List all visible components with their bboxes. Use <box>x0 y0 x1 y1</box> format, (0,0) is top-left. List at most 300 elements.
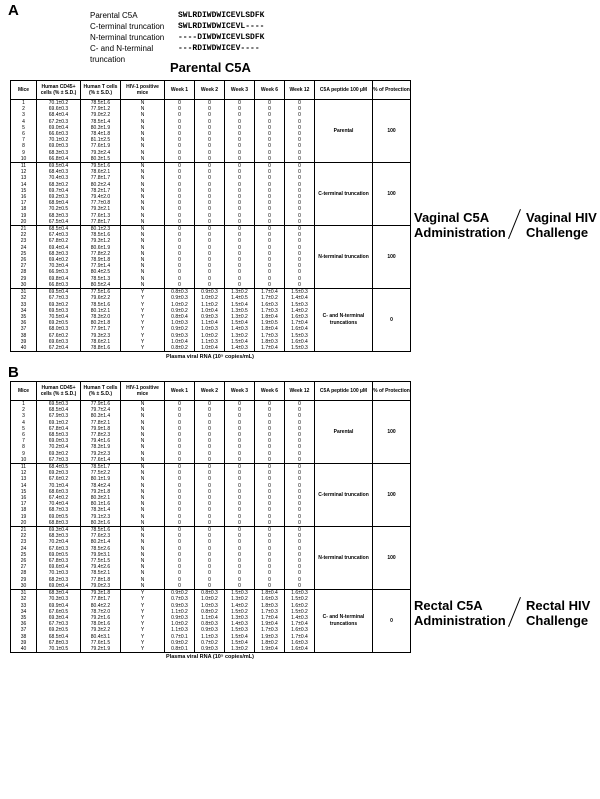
table-cell: 0 <box>165 263 195 269</box>
table-cell: 1.5±0.2 <box>225 609 255 615</box>
table-cell: 67.6±0.2 <box>37 333 81 339</box>
table-cell: 1.1±0.3 <box>165 627 195 633</box>
table-cell: 80.2±2.4 <box>81 182 121 188</box>
table-cell: 0 <box>255 507 285 513</box>
table-cell: 40 <box>11 345 37 352</box>
table-cell: 0 <box>225 226 255 233</box>
table-cell: 21 <box>11 527 37 534</box>
table-cell: 1.5±0.4 <box>225 339 255 345</box>
table-header-row <box>11 81 411 100</box>
table-cell: 1.8±0.4 <box>255 590 285 597</box>
table-cell: 0 <box>285 150 315 156</box>
table-cell: 0 <box>255 438 285 444</box>
table-cell: 0 <box>225 514 255 520</box>
table-cell: 0 <box>195 125 225 131</box>
table-cell: 25 <box>11 552 37 558</box>
table-cell: 67.6±0.5 <box>37 609 81 615</box>
table-cell: 68.4±0.4 <box>37 112 81 118</box>
table-cell: N <box>121 213 165 219</box>
table-cell: 0 <box>195 426 225 432</box>
table-cell: 0 <box>195 150 225 156</box>
table-cell: 28 <box>11 570 37 576</box>
table-cell: 67.8±0.3 <box>37 640 81 646</box>
table-cell: 16 <box>11 194 37 200</box>
table-cell: 0 <box>255 194 285 200</box>
column-header: Week 3 <box>225 382 255 401</box>
table-cell: N <box>121 238 165 244</box>
table-cell: 70.3±0.3 <box>37 596 81 602</box>
table-cell: Y <box>121 640 165 646</box>
table-cell: 67.9±0.3 <box>37 413 81 419</box>
table-cell: 77.9±1.7 <box>81 326 121 332</box>
table-cell: 1.0±0.3 <box>165 320 195 326</box>
table-cell: 0 <box>225 125 255 131</box>
table-cell: 0 <box>195 564 225 570</box>
table-cell: 0 <box>195 131 225 137</box>
panel-b-table <box>10 381 411 653</box>
table-cell: 80.3±1.9 <box>81 125 121 131</box>
table-cell: 38 <box>11 333 37 339</box>
column-header: Week 2 <box>195 382 225 401</box>
table-cell: 0 <box>255 169 285 175</box>
table-cell: 0 <box>255 564 285 570</box>
table-cell: 1.1±0.2 <box>165 609 195 615</box>
table-cell: 0 <box>165 558 195 564</box>
table-cell: 78.3±2.0 <box>81 314 121 320</box>
table-cell: 68.3±0.3 <box>37 533 81 539</box>
table-cell: 37 <box>11 326 37 332</box>
table-cell: N <box>121 564 165 570</box>
column-header: HIV-1 positive mice <box>121 382 165 401</box>
table-cell: 0.9±0.2 <box>165 590 195 597</box>
column-header: HIV-1 positive mice <box>121 81 165 100</box>
table-cell: 36 <box>11 621 37 627</box>
table-cell: 0 <box>165 219 195 226</box>
table-cell: 66.9±0.3 <box>37 269 81 275</box>
table-cell: 1.9±0.5 <box>255 320 285 326</box>
table-cell: 0 <box>165 276 195 282</box>
table-cell: 0 <box>285 514 315 520</box>
table-cell: 78.5±1.3 <box>81 276 121 282</box>
column-header: Human CD45+ cells (% ± S.D.) <box>37 382 81 401</box>
table-cell: 0 <box>285 495 315 501</box>
table-cell: N <box>121 188 165 194</box>
column-header: C5A peptide 100 µM <box>315 382 373 401</box>
table-cell: 69.5±0.4 <box>37 289 81 296</box>
table-cell: Y <box>121 596 165 602</box>
table-cell: 79.2±2.3 <box>81 451 121 457</box>
table-cell: 69.0±0.3 <box>37 438 81 444</box>
table-cell: N <box>121 495 165 501</box>
peptide-group-label: C-terminal truncation <box>315 464 373 527</box>
table-cell: 0 <box>225 444 255 450</box>
table-cell: 1.7±0.3 <box>255 333 285 339</box>
table-cell: 29 <box>11 577 37 583</box>
table-cell: 79.3±2.3 <box>81 333 121 339</box>
table-cell: 68.5±0.4 <box>37 226 81 233</box>
table-cell: 0 <box>285 420 315 426</box>
table-cell: 0.8±0.2 <box>165 345 195 352</box>
table-cell: 79.9±3.1 <box>81 552 121 558</box>
table-cell: 0 <box>195 169 225 175</box>
table-cell: 77.8±2.1 <box>81 420 121 426</box>
table-cell: 17 <box>11 200 37 206</box>
table-cell: 34 <box>11 308 37 314</box>
table-cell: 0 <box>255 451 285 457</box>
table-cell: N <box>121 156 165 163</box>
table-cell: 0.8±0.3 <box>195 590 225 597</box>
table-cell: 0 <box>195 520 225 527</box>
table-cell: 0 <box>255 200 285 206</box>
table-cell: N <box>121 501 165 507</box>
table-cell: 69.2±0.5 <box>37 627 81 633</box>
table-cell: 0 <box>165 583 195 590</box>
table-cell: 0 <box>225 476 255 482</box>
table-cell: 78.7±2.0 <box>81 609 121 615</box>
table-cell: 0 <box>285 546 315 552</box>
table-cell: N <box>121 507 165 513</box>
table-cell: 0 <box>195 206 225 212</box>
table-cell: 1.6±0.3 <box>285 627 315 633</box>
table-cell: N <box>121 219 165 226</box>
table-cell: 70.2±0.5 <box>37 206 81 212</box>
table-cell: 0 <box>165 175 195 181</box>
table-cell: 4 <box>11 119 37 125</box>
table-cell: 70.1±0.3 <box>37 570 81 576</box>
table-cell: 1.7±0.3 <box>255 609 285 615</box>
table-cell: 1.4±0.2 <box>225 603 255 609</box>
table-cell: 0 <box>255 546 285 552</box>
table-cell: 69.6±0.3 <box>37 106 81 112</box>
table-cell: N <box>121 232 165 238</box>
table-cell: 0 <box>255 251 285 257</box>
table-cell: 0 <box>255 457 285 464</box>
table-cell: 1.0±0.2 <box>195 596 225 602</box>
table-cell: 78.9±1.8 <box>81 257 121 263</box>
table-cell: 0 <box>285 407 315 413</box>
table-cell: N <box>121 583 165 590</box>
table-cell: 14 <box>11 182 37 188</box>
table-cell: 7 <box>11 438 37 444</box>
table-cell: 0 <box>255 444 285 450</box>
table-cell: 78.5±1.4 <box>81 119 121 125</box>
table-cell: 0 <box>195 527 225 534</box>
table-cell: 0 <box>255 131 285 137</box>
panel-a-subtitle: Parental C5A <box>170 60 251 75</box>
table-cell: 0 <box>285 200 315 206</box>
table-cell: 0 <box>285 156 315 163</box>
table-cell: 3 <box>11 413 37 419</box>
table-cell: 1.6±0.4 <box>285 339 315 345</box>
table-cell: 0 <box>225 464 255 471</box>
table-cell: 0 <box>165 206 195 212</box>
table-cell: 0 <box>285 483 315 489</box>
table-cell: 1.9±0.4 <box>255 646 285 653</box>
table-cell: 1.1±0.4 <box>195 615 225 621</box>
table-cell: 0 <box>195 182 225 188</box>
table-cell: 78.4±2.4 <box>81 483 121 489</box>
table-cell: 17 <box>11 501 37 507</box>
protection-value: 100 <box>373 464 411 527</box>
sequence-label: C-terminal truncation <box>90 22 165 31</box>
table-cell: 0 <box>255 426 285 432</box>
table-cell: 1.5±0.4 <box>225 302 255 308</box>
table-cell: 0 <box>165 426 195 432</box>
table-cell: 0 <box>285 470 315 476</box>
sequence-row <box>90 32 264 43</box>
protection-value: 100 <box>373 100 411 163</box>
table-cell: 78.3±1.4 <box>81 507 121 513</box>
table-row <box>11 289 411 296</box>
table-cell: 33 <box>11 302 37 308</box>
table-cell: 0 <box>195 438 225 444</box>
table-cell: 0 <box>255 226 285 233</box>
table-cell: 80.2±1.8 <box>81 320 121 326</box>
table-cell: 0 <box>225 401 255 408</box>
panel-a-table <box>10 80 411 352</box>
column-header: Week 1 <box>165 382 195 401</box>
table-cell: 0 <box>255 119 285 125</box>
table-cell: 1.3±0.3 <box>225 615 255 621</box>
table-cell: 0 <box>195 420 225 426</box>
table-cell: N <box>121 432 165 438</box>
table-cell: 1.0±0.3 <box>195 603 225 609</box>
table-cell: 1.7±0.4 <box>255 615 285 621</box>
table-cell: 77.8±2.3 <box>81 432 121 438</box>
table-cell: 0 <box>195 100 225 107</box>
table-cell: N <box>121 527 165 534</box>
table-cell: 0 <box>165 143 195 149</box>
table-cell: 77.8±1.7 <box>81 175 121 181</box>
table-cell: 69.6±0.3 <box>37 339 81 345</box>
table-cell: 0 <box>255 282 285 289</box>
table-cell: 80.5±2.4 <box>81 282 121 289</box>
table-cell: 68.8±0.3 <box>37 520 81 527</box>
table-cell: 69.0±0.5 <box>37 514 81 520</box>
table-cell: N <box>121 407 165 413</box>
table-cell: 0 <box>285 169 315 175</box>
table-cell: 1.7±0.4 <box>285 634 315 640</box>
table-cell: 0 <box>255 125 285 131</box>
table-cell: N <box>121 282 165 289</box>
table-cell: 21 <box>11 226 37 233</box>
table-header-row <box>11 382 411 401</box>
table-cell: 0 <box>225 276 255 282</box>
table-cell: 0 <box>285 219 315 226</box>
table-cell: 31 <box>11 289 37 296</box>
table-cell: 0 <box>195 257 225 263</box>
table-cell: 0 <box>195 413 225 419</box>
table-cell: 1.8±0.3 <box>255 339 285 345</box>
table-cell: 0 <box>255 401 285 408</box>
sequence-code: ---RDIWDWICEV---- <box>178 44 260 53</box>
table-cell: 79.1±2.3 <box>81 514 121 520</box>
sequence-list <box>90 10 264 65</box>
table-cell: 1.5±0.3 <box>285 345 315 352</box>
table-cell: N <box>121 514 165 520</box>
table-cell: Y <box>121 289 165 296</box>
table-cell: 79.4±2.6 <box>81 564 121 570</box>
table-cell: Y <box>121 320 165 326</box>
table-cell: N <box>121 533 165 539</box>
table-cell: N <box>121 470 165 476</box>
table-cell: 1.5±0.3 <box>285 333 315 339</box>
table-cell: 39 <box>11 640 37 646</box>
table-cell: 79.0±2.3 <box>81 583 121 590</box>
table-cell: 0 <box>285 533 315 539</box>
table-cell: 0 <box>225 112 255 118</box>
table-cell: 0 <box>255 269 285 275</box>
table-cell: 0 <box>165 100 195 107</box>
administration-label: Vaginal C5A Administration <box>414 210 506 240</box>
table-cell: 0 <box>285 213 315 219</box>
table-cell: 68.4±0.3 <box>37 169 81 175</box>
table-cell: 1.0±0.4 <box>165 339 195 345</box>
table-cell: 0 <box>285 401 315 408</box>
table-cell: 0 <box>195 251 225 257</box>
table-cell: N <box>121 489 165 495</box>
table-cell: Y <box>121 615 165 621</box>
table-cell: 68.3±0.4 <box>37 590 81 597</box>
table-cell: 67.4±0.2 <box>37 495 81 501</box>
table-cell: 0 <box>285 182 315 188</box>
table-cell: 0 <box>195 143 225 149</box>
table-cell: 78.5±2.6 <box>81 546 121 552</box>
table-cell: 1.5±0.4 <box>225 640 255 646</box>
table-cell: 1.3±0.2 <box>225 596 255 602</box>
table-cell: N <box>121 245 165 251</box>
table-cell: 0 <box>195 451 225 457</box>
column-header: Human CD45+ cells (% ± S.D.) <box>37 81 81 100</box>
table-cell: 0 <box>195 401 225 408</box>
table-cell: 1.5±0.2 <box>285 596 315 602</box>
table-cell: 14 <box>11 483 37 489</box>
table-cell: 0 <box>195 263 225 269</box>
table-cell: 0 <box>165 432 195 438</box>
table-cell: 0 <box>285 457 315 464</box>
table-cell: 0 <box>285 143 315 149</box>
table-cell: 0 <box>195 119 225 125</box>
table-cell: N <box>121 125 165 131</box>
table-cell: 0 <box>285 489 315 495</box>
table-cell: 70.3±0.4 <box>37 263 81 269</box>
table-cell: 1.7±0.2 <box>255 295 285 301</box>
table-cell: 0.9±0.3 <box>165 295 195 301</box>
sequence-row <box>90 10 264 21</box>
table-cell: 0 <box>255 263 285 269</box>
table-cell: 1.5±0.4 <box>225 634 255 640</box>
table-cell: 0 <box>255 232 285 238</box>
table-cell: 24 <box>11 245 37 251</box>
table-cell: 67.2±0.3 <box>37 119 81 125</box>
protection-value: 100 <box>373 226 411 289</box>
table-cell: 0 <box>195 137 225 143</box>
table-cell: 77.6±1.3 <box>81 213 121 219</box>
table-cell: 67.8±0.3 <box>37 558 81 564</box>
table-cell: 0 <box>285 520 315 527</box>
table-cell: 0 <box>255 464 285 471</box>
table-cell: 77.6±1.5 <box>81 640 121 646</box>
table-cell: 0 <box>255 112 285 118</box>
table-cell: 68.3±0.3 <box>37 213 81 219</box>
table-cell: 0 <box>255 577 285 583</box>
column-header: % of Protection <box>373 81 411 100</box>
table-cell: 38 <box>11 634 37 640</box>
table-cell: 0 <box>165 401 195 408</box>
table-cell: N <box>121 552 165 558</box>
table-cell: 80.3±1.4 <box>81 413 121 419</box>
table-cell: 19 <box>11 213 37 219</box>
column-header: Human T cells (% ± S.D.) <box>81 382 121 401</box>
table-cell: 1.5±0.3 <box>285 289 315 296</box>
table-cell: 30 <box>11 583 37 590</box>
table-cell: N <box>121 143 165 149</box>
table-cell: 0 <box>225 539 255 545</box>
table-cell: 0 <box>165 501 195 507</box>
table-cell: 1.0±0.3 <box>195 326 225 332</box>
table-cell: 3 <box>11 112 37 118</box>
table-cell: 0 <box>165 169 195 175</box>
table-cell: 67.5±0.4 <box>37 219 81 226</box>
table-cell: 0 <box>165 125 195 131</box>
column-header: Week 12 <box>285 81 315 100</box>
table-cell: N <box>121 163 165 170</box>
table-cell: 79.2±1.9 <box>81 646 121 653</box>
table-cell: 0 <box>255 552 285 558</box>
table-cell: 8 <box>11 143 37 149</box>
panel-a-letter: A <box>8 2 19 19</box>
table-cell: 0 <box>225 546 255 552</box>
table-cell: 0.9±0.3 <box>195 627 225 633</box>
sequence-code: SWLRDIWDWICEVLSDFK <box>178 11 265 20</box>
table-cell: 0 <box>285 188 315 194</box>
table-cell: 40 <box>11 646 37 653</box>
protection-value: 0 <box>373 289 411 352</box>
table-cell: N <box>121 263 165 269</box>
table-cell: 0 <box>285 413 315 419</box>
table-cell: 0 <box>195 226 225 233</box>
table-cell: 24 <box>11 546 37 552</box>
table-cell: N <box>121 426 165 432</box>
table-cell: 0 <box>255 238 285 244</box>
table-cell: N <box>121 558 165 564</box>
table-cell: 78.5±1.7 <box>81 464 121 471</box>
table-cell: 0 <box>165 213 195 219</box>
table-cell: 80.1±2.3 <box>81 226 121 233</box>
table-cell: 0 <box>255 495 285 501</box>
table-cell: Y <box>121 333 165 339</box>
table-cell: 7 <box>11 137 37 143</box>
table-cell: 0 <box>255 182 285 188</box>
table-cell: 70.1±0.2 <box>37 100 81 107</box>
table-cell: 8 <box>11 444 37 450</box>
table-cell: 0 <box>165 420 195 426</box>
table-cell: 0 <box>285 426 315 432</box>
table-cell: N <box>121 175 165 181</box>
table-cell: 19 <box>11 514 37 520</box>
table-cell: 1.3±0.2 <box>225 333 255 339</box>
table-cell: 0 <box>225 169 255 175</box>
table-cell: 0 <box>225 470 255 476</box>
protection-value: 100 <box>373 163 411 226</box>
table-cell: 67.8±0.2 <box>37 238 81 244</box>
column-header: Week 6 <box>255 81 285 100</box>
table-cell: 0 <box>195 444 225 450</box>
table-cell: 0 <box>225 163 255 170</box>
table-cell: 0 <box>285 232 315 238</box>
table-row <box>11 464 411 471</box>
table-cell: 68.5±0.3 <box>37 432 81 438</box>
